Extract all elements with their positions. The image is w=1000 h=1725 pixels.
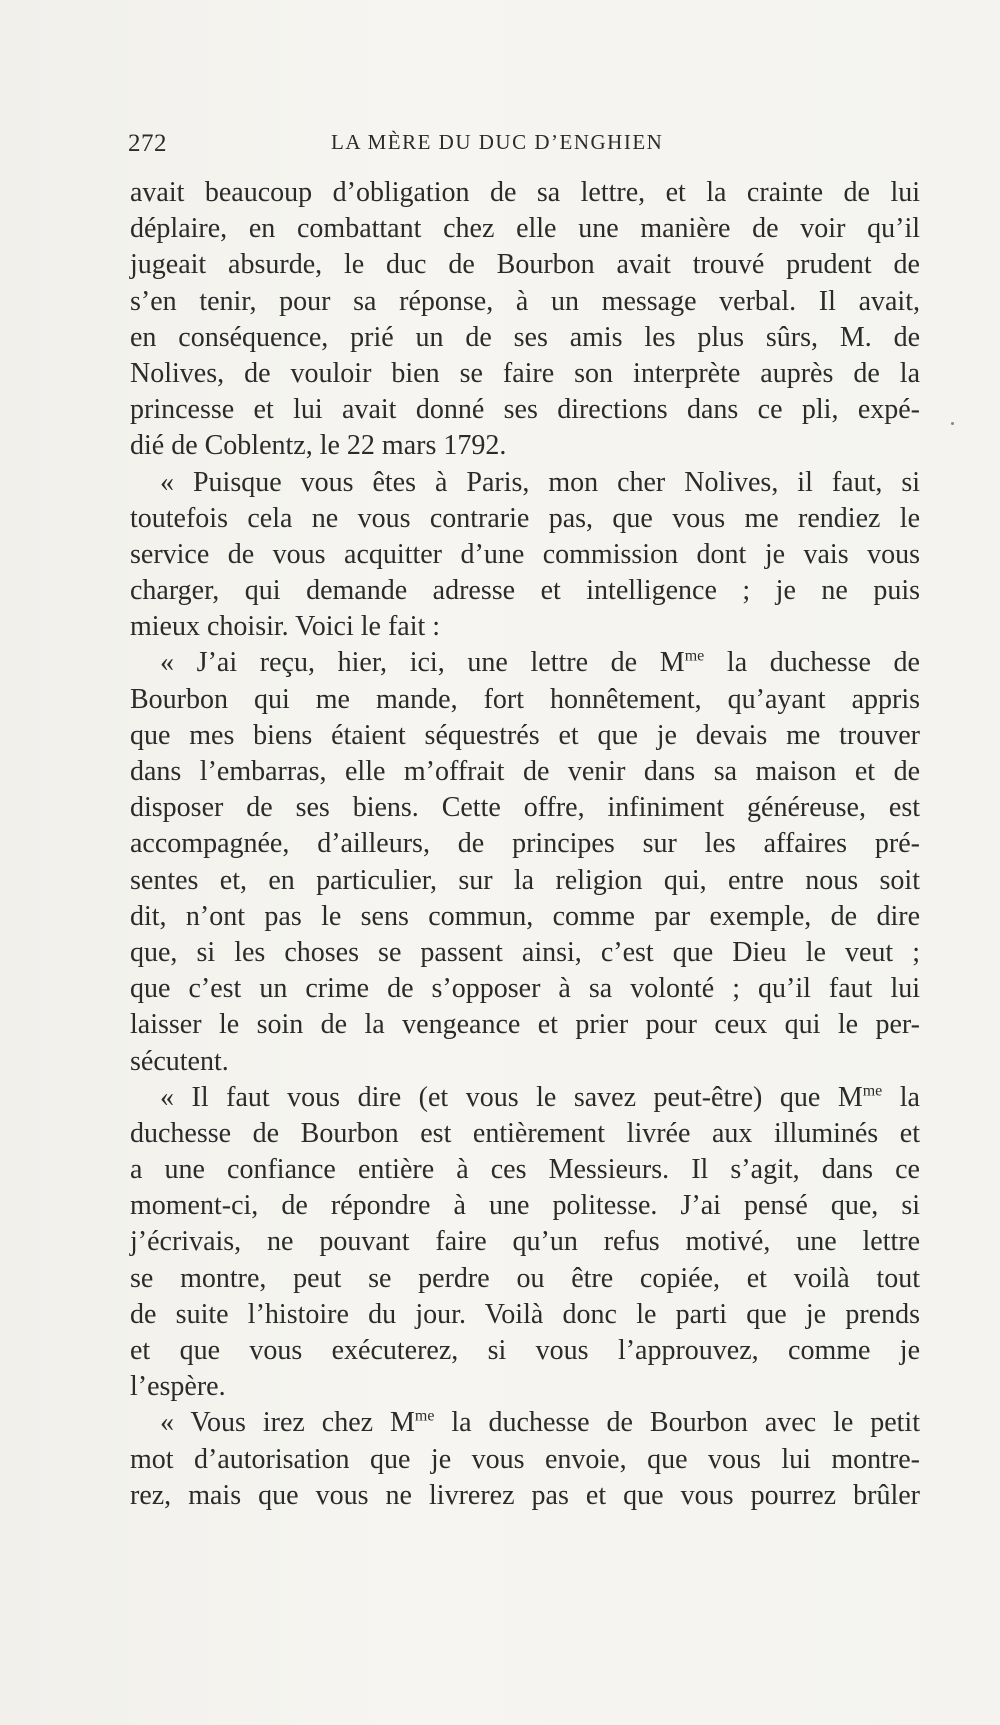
text-line: mieux choisir. Voici le fait :	[130, 611, 441, 643]
text-line: Nolives, de vouloir bien se faire son interprète auprès de la	[130, 357, 920, 389]
text-line: l’espère.	[130, 1371, 226, 1403]
text-line: « J’ai reçu, hier, ici, une lettre de $M^{me}$ la duchesse de	[160, 647, 920, 679]
text-line: sentes et, en particulier, sur la religion qui, entre nous soit	[130, 864, 920, 896]
text-line: princesse et lui avait donné ses directions dans ce pli, expé-	[130, 394, 920, 426]
text-line: s’en tenir, pour sa réponse, à un message verbal. Il avait,	[130, 285, 920, 317]
text-line: sécutent.	[130, 1045, 229, 1077]
text-line: que c’est un crime de s’opposer à sa volonté ; qu’il faut lui	[130, 973, 920, 1005]
text-line: de suite l’histoire du jour. Voilà donc le parti que je prends	[130, 1298, 920, 1330]
text-line: duchesse de Bourbon est entièrement livrée aux illuminés et	[130, 1117, 920, 1149]
text-line: a une confiance entière à ces Messieurs. Il s’agit, dans ce	[130, 1154, 920, 1186]
text-line: en conséquence, prié un de ses amis les plus sûrs, M. de	[130, 321, 920, 353]
text-line: dié de Coblentz, le 22 mars 1792.	[130, 430, 507, 462]
text-line: « Il faut vous dire (et vous le savez peut-être) que $M^{me}$ la	[160, 1081, 920, 1113]
text-line: laisser le soin de la vengeance et prier pour ceux qui le per-	[130, 1009, 920, 1041]
text-line: charger, qui demande adresse et intelligence ; je ne puis	[130, 575, 920, 607]
text-line: et que vous exécuterez, si vous l’approuvez, comme je	[130, 1335, 920, 1366]
page-number: 272	[128, 130, 167, 157]
text-line: mot d’autorisation que je vous envoie, que vous lui montre-	[130, 1443, 920, 1475]
text-line: « Puisque vous êtes à Paris, mon cher Nolives, il faut, si	[160, 466, 920, 498]
text-line: avait beaucoup d’obligation de sa lettre, et la crainte de lui	[130, 177, 920, 208]
page-header	[128, 118, 708, 158]
text-line: service de vous acquitter d’une commission dont je vais vous	[130, 538, 920, 570]
text-line: disposer de ses biens. Cette offre, infiniment généreuse, est	[130, 792, 920, 824]
text-line: jugeait absurde, le duc de Bourbon avait trouvé prudent de	[130, 249, 920, 281]
text-line: j’écrivais, ne pouvant faire qu’un refus motivé, une lettre	[130, 1226, 920, 1258]
text-line: moment-ci, de répondre à une politesse. J’ai pensé que, si	[130, 1190, 920, 1222]
text-line: « Vous irez chez $M^{me}$ la duchesse de Bourbon avec le petit	[160, 1407, 920, 1439]
text-line: déplaire, en combattant chez elle une manière de voir qu’il	[130, 213, 920, 245]
paper-speck	[951, 422, 954, 425]
running-title: LA MÈRE DU DUC D’ENGHIEN	[331, 130, 664, 154]
body-text	[130, 175, 920, 1514]
text-line: que mes biens étaient séquestrés et que je devais me trouver	[130, 719, 920, 751]
text-line: toutefois cela ne vous contrarie pas, que vous me rendiez le	[130, 502, 920, 534]
text-line: dit, n’ont pas le sens commun, comme par exemple, de dire	[130, 900, 920, 932]
text-line: rez, mais que vous ne livrerez pas et que vous pourrez brûler	[130, 1479, 920, 1511]
text-line: se montre, peut se perdre ou être copiée, et voilà tout	[130, 1262, 920, 1294]
text-line: Bourbon qui me mande, fort honnêtement, qu’ayant appris	[130, 683, 920, 715]
text-line: que, si les choses se passent ainsi, c’est que Dieu le veut ;	[130, 936, 920, 968]
text-line: accompagnée, d’ailleurs, de principes sur les affaires pré-	[130, 828, 920, 860]
text-line: dans l’embarras, elle m’offrait de venir dans sa maison et de	[130, 756, 920, 787]
